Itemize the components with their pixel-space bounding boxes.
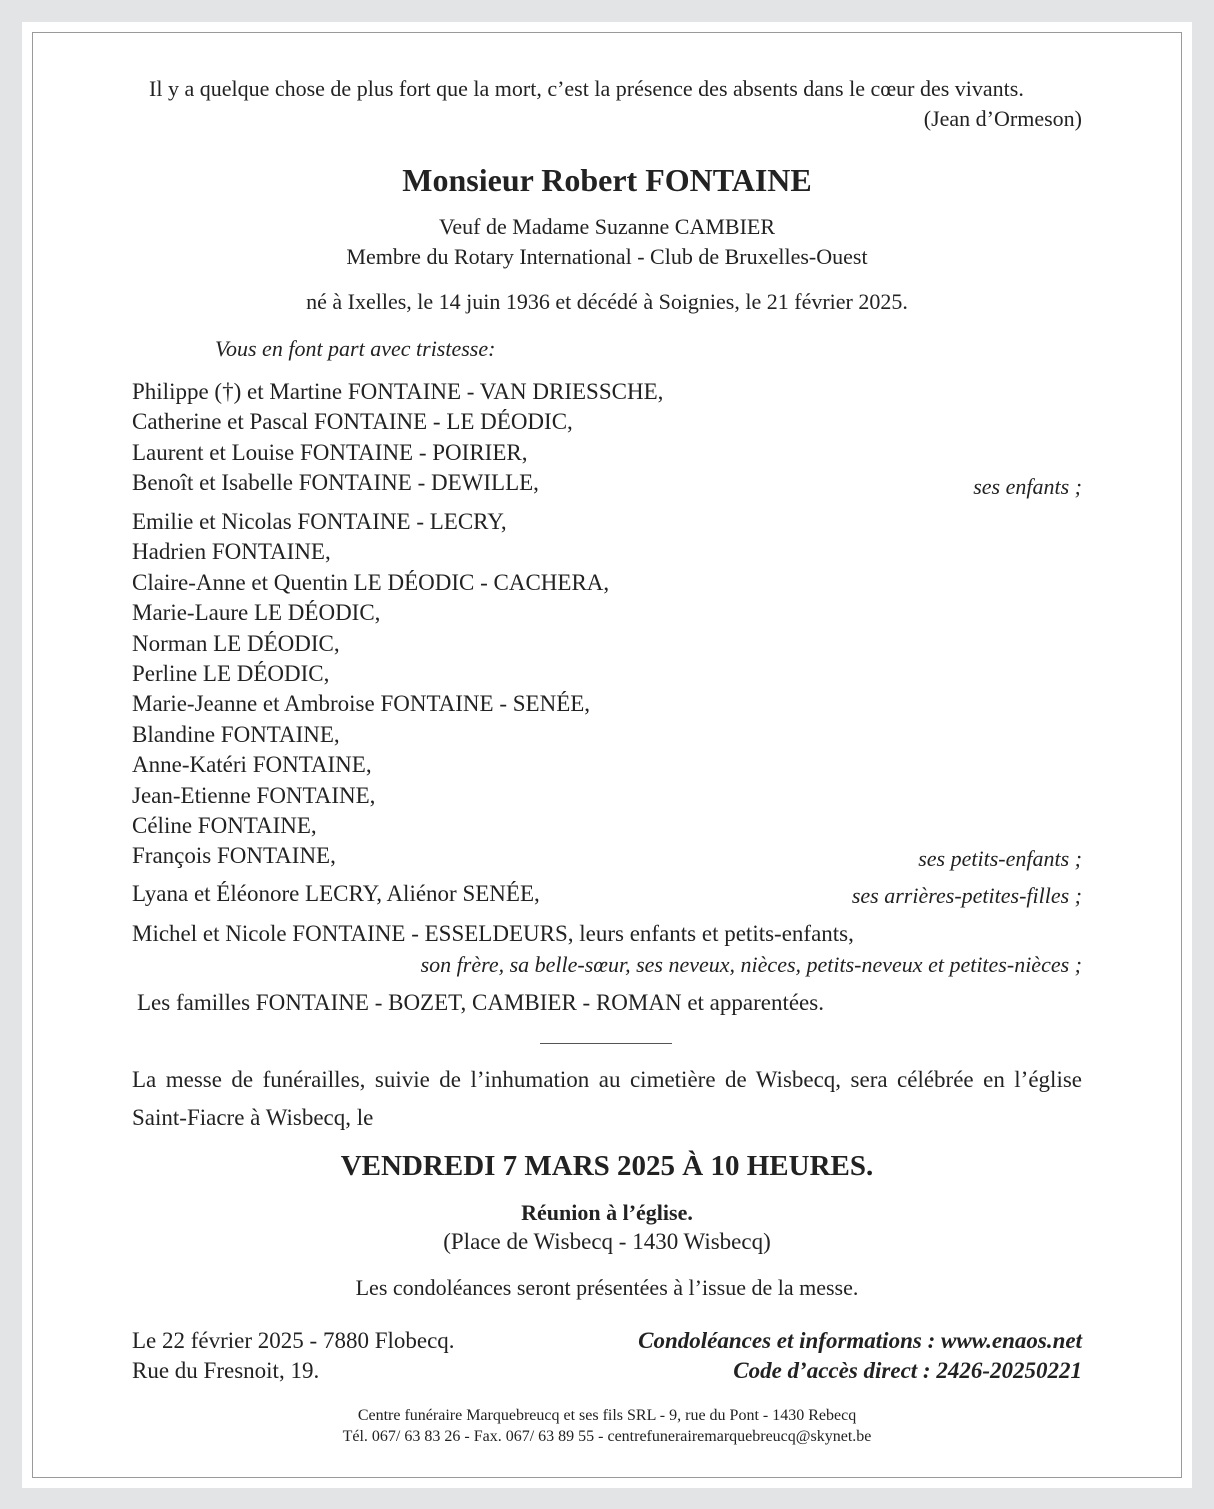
grandchildren-list [132,507,609,872]
access-code: Code d’accès direct : 2426-20250221 [733,1358,1082,1383]
ceremony-text: La messe de funérailles, suivie de l’inhumation au cimetière de Wisbecq, sera célébrée en l’église Saint-Fiacre à Wisbecq, le [132,1067,1082,1130]
children-list [132,377,663,499]
funeral-home-address: Centre funéraire Marquebreucq et ses fils SRL - 9, rue du Pont - 1430 Rebecq [357,1407,857,1424]
sibling-names: Michel et Nicole FONTAINE - ESSELDEURS, leurs enfants et petits-enfants, [132,921,854,946]
quote-text: Il y a quelque chose de plus fort que la mort, c’est la présence des absents dans le cœur des vivants. [149,76,1024,101]
deceased-name: Monsieur Robert FONTAINE [402,162,812,198]
death-notice-card [22,22,1192,1488]
list-item: Perline LE DÉODIC, [132,661,330,687]
notice-date-place: Le 22 février 2025 - 7880 Flobecq. [132,1328,455,1353]
condolences-website: Condoléances et informations : www.enaos.net [638,1328,1082,1353]
great-grandchildren-role: ses arrières-petites-filles ; [851,883,1082,908]
list-item: Marie-Laure LE DÉODIC, [132,600,381,626]
extended-families: Les familles FONTAINE - BOZET, CAMBIER - ROMAN et apparentées. [137,990,824,1015]
list-item: Jean-Etienne FONTAINE, [132,782,376,808]
list-item: Emilie et Nicolas FONTAINE - LECRY, [132,509,507,534]
meeting-place: Réunion à l’église. [521,1200,693,1225]
list-item: François FONTAINE, [132,843,336,869]
family-address: Rue du Fresnoit, 19. [132,1358,320,1383]
birth-death-dates: né à Ixelles, le 14 juin 1936 et décédé à Soignies, le 21 février 2025. [306,289,908,314]
list-item: Anne-Katéri FONTAINE, [132,752,372,778]
widower-line: Veuf de Madame Suzanne CAMBIER [438,214,776,239]
great-grandchildren-names: Lyana et Éléonore LECRY, Aliénor SENÉE, [132,881,540,906]
list-item: Claire-Anne et Quentin LE DÉODIC - CACHERA, [132,569,610,595]
list-item: Céline FONTAINE, [132,813,317,839]
grandchildren-role: ses petits-enfants ; [918,846,1082,871]
ceremony-date: VENDREDI 7 MARS 2025 À 10 HEURES. [340,1150,874,1182]
sibling-role: son frère, sa belle-sœur, ses neveux, nièces, petits-neveux et petites-nièces ; [420,952,1082,977]
list-item: Laurent et Louise FONTAINE - POIRIER, [132,439,528,465]
children-role: ses enfants ; [973,474,1082,499]
list-item: Norman LE DÉODIC, [132,630,340,656]
list-item: Blandine FONTAINE, [132,721,340,747]
list-item: Hadrien FONTAINE, [132,539,331,565]
funeral-home-contact: Tél. 067/ 63 83 26 - Fax. 067/ 63 89 55 - centrefunerairemarquebreucq@skynet.be [342,1428,872,1445]
list-item: Philippe (†) et Martine FONTAINE - VAN DRIESSCHE, [132,379,664,404]
list-item: Catherine et Pascal FONTAINE - LE DÉODIC, [132,409,573,435]
condolences-note: Les condoléances seront présentées à l’issue de la messe. [355,1275,859,1300]
membership-line: Membre du Rotary International - Club de Bruxelles-Ouest [346,244,868,269]
list-item: Benoît et Isabelle FONTAINE - DEWILLE, [132,470,539,496]
announcement-intro: Vous en font part avec tristesse: [215,336,496,361]
quote-author: (Jean d’Ormeson) [923,106,1082,131]
list-item: Marie-Jeanne et Ambroise FONTAINE - SENÉE, [132,691,591,717]
church-address: (Place de Wisbecq - 1430 Wisbecq) [443,1229,771,1254]
section-divider [540,1043,672,1044]
